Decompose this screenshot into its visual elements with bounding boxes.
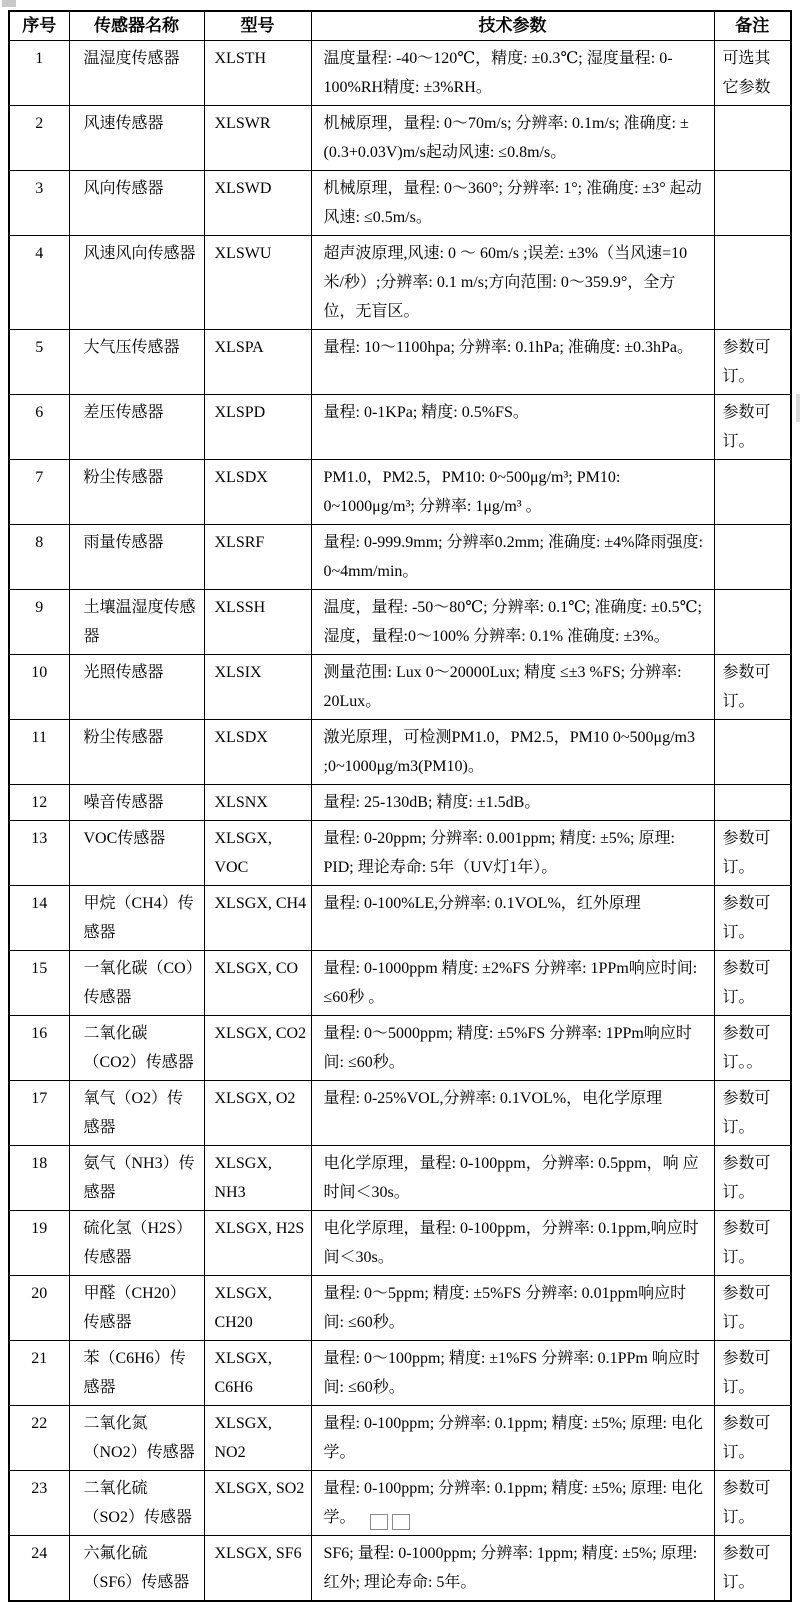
model-cell: XLSDX: [204, 720, 311, 785]
remark-cell: 参数可订。: [714, 1211, 791, 1276]
params-cell: 量程: 0-100ppm; 分辨率: 0.1ppm; 精度: ±5%; 原理: 电化学。: [311, 1471, 714, 1536]
sensor-name-cell: 氧气（O2）传感器: [69, 1081, 204, 1146]
column-header: 传感器名称: [69, 11, 204, 41]
remark-cell: 参数可订。: [714, 1471, 791, 1536]
sensor-name-cell: 粉尘传感器: [69, 720, 204, 785]
sensor-name-cell: 风向传感器: [69, 171, 204, 236]
sensor-name-cell: 甲烷（CH4）传感器: [69, 886, 204, 951]
row-number-cell: 7: [9, 460, 69, 525]
row-number-cell: 3: [9, 171, 69, 236]
model-cell: XLSGX, H2S: [204, 1211, 311, 1276]
model-cell: XLSPA: [204, 330, 311, 395]
remark-cell: 参数可订。: [714, 951, 791, 1016]
sensor-name-cell: 风速传感器: [69, 106, 204, 171]
model-cell: XLSGX, NH3: [204, 1146, 311, 1211]
params-cell: 机械原理，量程: 0～70m/s; 分辨率: 0.1m/s; 准确度: ±(0.3+0.03V)m/s起动风速: ≤0.8m/s。: [311, 106, 714, 171]
table-row: [9, 330, 791, 395]
sensor-name-cell: 二氧化碳（CO2）传感器: [69, 1016, 204, 1081]
model-cell: XLSGX, VOC: [204, 821, 311, 886]
params-cell: 量程: 0-20ppm; 分辨率: 0.001ppm; 精度: ±5%; 原理: PID; 理论寿命: 5年（UV灯1年）。: [311, 821, 714, 886]
params-cell: 量程: 0-1000ppm 精度: ±2%FS 分辨率: 1PPm响应时间: ≤60秒 。: [311, 951, 714, 1016]
column-header: 备注: [714, 11, 791, 41]
params-cell: 电化学原理，量程: 0-100ppm，分辨率: 0.5ppm，响 应时间＜30s。: [311, 1146, 714, 1211]
row-number-cell: 18: [9, 1146, 69, 1211]
remark-cell: 参数可订。: [714, 1276, 791, 1341]
sensor-name-cell: 氨气（NH3）传感器: [69, 1146, 204, 1211]
model-cell: XLSPD: [204, 395, 311, 460]
remark-cell: 参数可订。: [714, 821, 791, 886]
model-cell: XLSGX, C6H6: [204, 1341, 311, 1406]
table-row: [9, 171, 791, 236]
table-row: [9, 236, 791, 330]
sensor-name-cell: 硫化氢（H2S）传感器: [69, 1211, 204, 1276]
row-number-cell: 17: [9, 1081, 69, 1146]
row-number-cell: 14: [9, 886, 69, 951]
table-row: [9, 525, 791, 590]
row-number-cell: 15: [9, 951, 69, 1016]
handle-box[interactable]: [392, 1514, 410, 1530]
sensor-name-cell: 六氟化硫（SF6）传感器: [69, 1536, 204, 1602]
remark-cell: [714, 720, 791, 785]
params-cell: 量程: 0-1KPa; 精度: 0.5%FS。: [311, 395, 714, 460]
row-number-cell: 4: [9, 236, 69, 330]
row-number-cell: 24: [9, 1536, 69, 1602]
sensor-name-cell: 粉尘传感器: [69, 460, 204, 525]
remark-cell: 参数可订。: [714, 395, 791, 460]
model-cell: XLSGX, SF6: [204, 1536, 311, 1602]
table-resize-handle[interactable]: [370, 1514, 414, 1526]
remark-cell: 可选其它参数: [714, 41, 791, 106]
remark-cell: 参数可订。: [714, 1081, 791, 1146]
sensor-name-cell: 风速风向传感器: [69, 236, 204, 330]
params-cell: 量程: 0～5000ppm; 精度: ±5%FS 分辨率: 1PPm响应时间: ≤60秒。: [311, 1016, 714, 1081]
table-row: [9, 785, 791, 821]
remark-cell: 参数可订。: [714, 1146, 791, 1211]
params-cell: 温度，量程: -50～80℃; 分辨率: 0.1℃; 准确度: ±0.5℃; 湿度，量程:0～100% 分辨率: 0.1% 准确度: ±3%。: [311, 590, 714, 655]
sensor-name-cell: 大气压传感器: [69, 330, 204, 395]
remark-cell: 参数可订。: [714, 655, 791, 720]
remark-cell: 参数可订。: [714, 1341, 791, 1406]
params-cell: 量程: 25-130dB; 精度: ±1.5dB。: [311, 785, 714, 821]
params-cell: 激光原理，可检测PM1.0，PM2.5，PM10 0~500μg/m3 ;0~1000μg/m3(PM10)。: [311, 720, 714, 785]
handle-box[interactable]: [370, 1514, 388, 1530]
remark-cell: 参数可订。: [714, 886, 791, 951]
params-cell: 量程: 0-999.9mm; 分辨率0.2mm; 准确度: ±4%降雨强度: 0~4mm/min。: [311, 525, 714, 590]
column-header: 技术参数: [311, 11, 714, 41]
table-row: [9, 395, 791, 460]
params-cell: 电化学原理，量程: 0-100ppm，分辨率: 0.1ppm,响应时间＜30s。: [311, 1211, 714, 1276]
table-row: [9, 1536, 791, 1602]
row-number-cell: 8: [9, 525, 69, 590]
table-row: [9, 590, 791, 655]
model-cell: XLSRF: [204, 525, 311, 590]
model-cell: XLSGX, CO: [204, 951, 311, 1016]
table-row: [9, 720, 791, 785]
params-cell: 超声波原理,风速: 0 ～ 60m/s ;误差: ±3%（当风速=10米/秒）;分辨率: 0.1 m/s;方向范围: 0～359.9°，全方位，无盲区。: [311, 236, 714, 330]
table-row: [9, 1276, 791, 1341]
table-row: [9, 655, 791, 720]
table-row: [9, 460, 791, 525]
row-number-cell: 23: [9, 1471, 69, 1536]
remark-cell: 参数可订。。: [714, 1016, 791, 1081]
params-cell: 温度量程: -40～120℃，精度: ±0.3℃; 湿度量程: 0-100%RH精度: ±3%RH。: [311, 41, 714, 106]
scrollbar-fragment: [796, 394, 800, 422]
model-cell: XLSGX, SO2: [204, 1471, 311, 1536]
params-cell: 量程: 0～5ppm; 精度: ±5%FS 分辨率: 0.01ppm响应时间: ≤60秒。: [311, 1276, 714, 1341]
sensor-name-cell: 甲醛（CH20）传感器: [69, 1276, 204, 1341]
row-number-cell: 13: [9, 821, 69, 886]
table-row: [9, 106, 791, 171]
remark-cell: [714, 785, 791, 821]
sensor-name-cell: 温湿度传感器: [69, 41, 204, 106]
table-row: [9, 1406, 791, 1471]
params-cell: 量程: 0～100ppm; 精度: ±1%FS 分辨率: 0.1PPm 响应时间: ≤60秒。: [311, 1341, 714, 1406]
sensor-spec-table: [8, 10, 792, 1602]
remark-cell: [714, 525, 791, 590]
model-cell: XLSGX, CO2: [204, 1016, 311, 1081]
sensor-name-cell: VOC传感器: [69, 821, 204, 886]
sensor-name-cell: 噪音传感器: [69, 785, 204, 821]
sensor-name-cell: 二氧化硫（SO2）传感器: [69, 1471, 204, 1536]
row-number-cell: 6: [9, 395, 69, 460]
remark-cell: [714, 106, 791, 171]
row-number-cell: 21: [9, 1341, 69, 1406]
params-cell: 测量范围: Lux 0～20000Lux; 精度 ≤±3 %FS; 分辨率: 20Lux。: [311, 655, 714, 720]
row-number-cell: 9: [9, 590, 69, 655]
sensor-name-cell: 雨量传感器: [69, 525, 204, 590]
model-cell: XLSNX: [204, 785, 311, 821]
table-row: [9, 1016, 791, 1081]
sensor-name-cell: 二氧化氮（NO2）传感器: [69, 1406, 204, 1471]
column-header: 序号: [9, 11, 69, 41]
remark-cell: 参数可订。: [714, 330, 791, 395]
sensor-name-cell: 苯（C6H6）传感器: [69, 1341, 204, 1406]
table-row: [9, 1146, 791, 1211]
remark-cell: 参数可订。: [714, 1406, 791, 1471]
sensor-name-cell: 一氧化碳（CO）传感器: [69, 951, 204, 1016]
row-number-cell: 22: [9, 1406, 69, 1471]
remark-cell: [714, 460, 791, 525]
row-number-cell: 16: [9, 1016, 69, 1081]
table-row: [9, 1081, 791, 1146]
remark-cell: 参数可订。: [714, 1536, 791, 1602]
model-cell: XLSGX, CH4: [204, 886, 311, 951]
row-number-cell: 11: [9, 720, 69, 785]
remark-cell: [714, 236, 791, 330]
model-cell: XLSWR: [204, 106, 311, 171]
model-cell: XLSIX: [204, 655, 311, 720]
params-cell: PM1.0，PM2.5，PM10: 0~500μg/m³; PM10: 0~1000μg/m³; 分辨率: 1μg/m³ 。: [311, 460, 714, 525]
params-cell: 量程: 10～1100hpa; 分辨率: 0.1hPa; 准确度: ±0.3hPa。: [311, 330, 714, 395]
row-number-cell: 19: [9, 1211, 69, 1276]
model-cell: XLSWU: [204, 236, 311, 330]
model-cell: XLSWD: [204, 171, 311, 236]
table-row: [9, 1211, 791, 1276]
table-row: [9, 1341, 791, 1406]
remark-cell: [714, 171, 791, 236]
sensor-name-cell: 差压传感器: [69, 395, 204, 460]
params-cell: 量程: 0-100ppm; 分辨率: 0.1ppm; 精度: ±5%; 原理: 电化学。: [311, 1406, 714, 1471]
params-cell: SF6; 量程: 0-1000ppm; 分辨率: 1ppm; 精度: ±5%; 原理: 红外; 理论寿命: 5年。: [311, 1536, 714, 1602]
model-cell: XLSGX, NO2: [204, 1406, 311, 1471]
table-row: [9, 951, 791, 1016]
sensor-name-cell: 土壤温湿度传感器: [69, 590, 204, 655]
header-row: [9, 11, 791, 41]
table-row: [9, 41, 791, 106]
model-cell: XLSGX, CH20: [204, 1276, 311, 1341]
row-number-cell: 5: [9, 330, 69, 395]
model-cell: XLSDX: [204, 460, 311, 525]
sensor-table-body: [9, 41, 791, 1602]
selection-artifact: [2, 0, 16, 7]
remark-cell: [714, 590, 791, 655]
row-number-cell: 12: [9, 785, 69, 821]
sensor-name-cell: 光照传感器: [69, 655, 204, 720]
model-cell: XLSSH: [204, 590, 311, 655]
row-number-cell: 20: [9, 1276, 69, 1341]
model-cell: XLSGX, O2: [204, 1081, 311, 1146]
row-number-cell: 1: [9, 41, 69, 106]
column-header: 型号: [204, 11, 311, 41]
row-number-cell: 10: [9, 655, 69, 720]
table-row: [9, 886, 791, 951]
model-cell: XLSTH: [204, 41, 311, 106]
params-cell: 量程: 0-25%VOL,分辨率: 0.1VOL%，电化学原理: [311, 1081, 714, 1146]
params-cell: 量程: 0-100%LE,分辨率: 0.1VOL%，红外原理: [311, 886, 714, 951]
row-number-cell: 2: [9, 106, 69, 171]
params-cell: 机械原理，量程: 0～360°; 分辨率: 1°; 准确度: ±3° 起动风速: ≤0.5m/s。: [311, 171, 714, 236]
table-row: [9, 821, 791, 886]
